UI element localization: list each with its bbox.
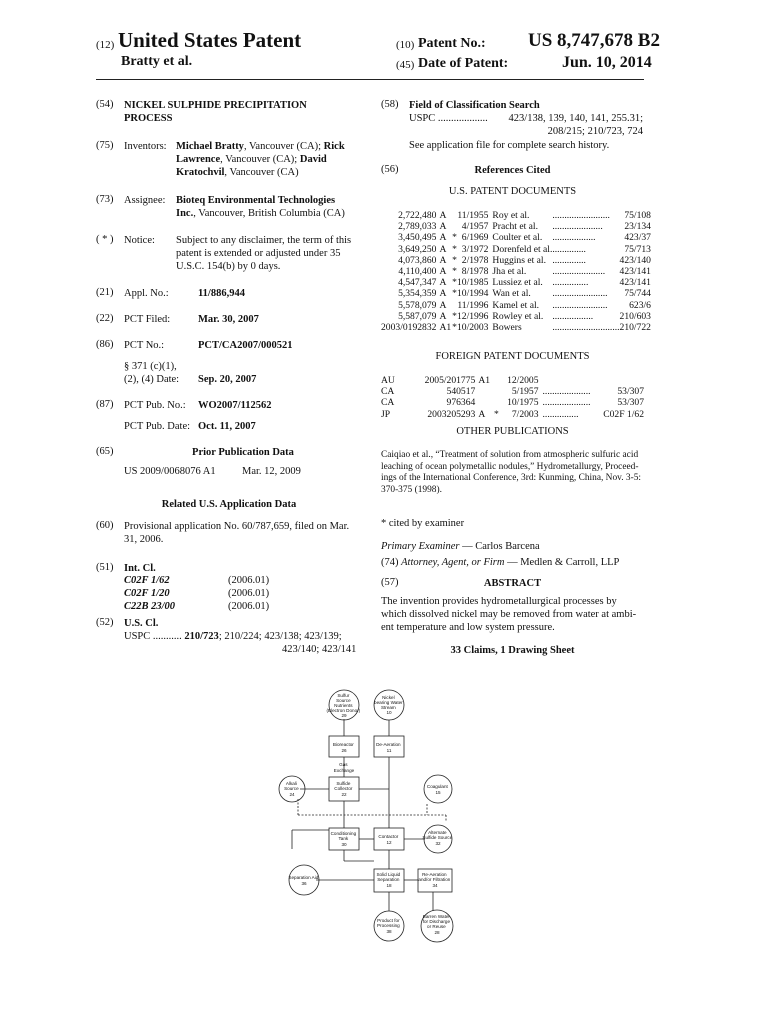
product-label: Product for Processing 38: [376, 918, 400, 934]
int-class-version: (2006.01): [228, 588, 270, 599]
inid-74: (74): [381, 557, 399, 568]
inid-58: (58): [381, 99, 399, 110]
separation-aid-node: [289, 865, 319, 895]
us-doc-star: *: [452, 288, 457, 300]
provisional-app: [124, 520, 349, 546]
foreign-doc-dots: ...............: [542, 408, 579, 420]
us-doc-kind: A: [439, 266, 447, 278]
other-pub-line: Caiqiao et al., “Treatment of solution from atmospheric sulfuric acid: [381, 450, 639, 460]
foreign-doc-cls: [597, 375, 644, 386]
int-class: C02F 1/62: [124, 575, 170, 586]
us-doc-name: Pracht et al.: [492, 221, 538, 233]
assignee-label: Assignee:: [124, 195, 166, 206]
us-doc-row: [381, 311, 651, 322]
uspc-classes: ; 210/224; 423/138; 423/139;: [218, 631, 342, 642]
inid-57: (57): [381, 577, 399, 588]
us-doc-star: *: [452, 232, 457, 244]
patent-office-title: United States Patent: [118, 28, 302, 52]
inventor-name: Lawrence: [176, 154, 221, 165]
foreign-doc-cls: 53/307: [617, 397, 644, 409]
pct-pub-no: WO2007/112562: [198, 400, 272, 411]
us-doc-date: 11/1996: [457, 299, 489, 311]
foreign-doc-date: 10/1975: [507, 397, 539, 409]
us-doc-name: Jha et al.: [492, 266, 527, 278]
us-doc-name: Wan et al.: [492, 288, 531, 300]
us-doc-row: [381, 277, 651, 288]
us-doc-kind: A: [439, 210, 447, 221]
us-doc-kind: A1: [439, 322, 452, 334]
us-doc-num: 3,450,495: [398, 232, 437, 244]
inid-51: (51): [96, 562, 114, 573]
us-doc-num: 2,789,033: [398, 221, 437, 233]
foreign-doc-kind: A1: [478, 375, 491, 386]
other-pubs-heading: OTHER PUBLICATIONS: [456, 426, 569, 437]
us-doc-date: 12/1996: [456, 310, 489, 322]
inventors-label: Inventors:: [124, 141, 167, 152]
foreign-doc-date: 12/2005: [507, 375, 539, 386]
deaeration-label: De-Aeration 11: [376, 742, 401, 753]
us-doc-cls: 75/713: [624, 243, 651, 255]
us-doc-kind: A: [439, 254, 447, 266]
field-dots: ...................: [437, 113, 488, 124]
us-doc-name: Rowley et al.: [492, 310, 544, 322]
us-doc-row: [381, 266, 651, 277]
sulfide-collector-label: Sulfide Collector 22: [334, 781, 353, 797]
us-doc-star: *: [452, 277, 457, 289]
us-doc-dots: .......................: [552, 299, 608, 311]
inid-code-10: (10): [396, 39, 415, 51]
inid-21: (21): [96, 287, 114, 298]
examiner-label: Primary Examiner: [381, 541, 460, 552]
attorney: [381, 556, 619, 569]
us-doc-kind: A: [439, 299, 447, 311]
attorney-label: Attorney, Agent, or Firm: [401, 557, 505, 568]
process-flow-diagram: [270, 676, 480, 996]
patent-no-label: Patent No.:: [418, 36, 486, 51]
us-doc-dots: ............................: [552, 322, 620, 334]
field-class-line: 423/138, 139, 140, 141, 255.31;: [508, 113, 643, 124]
foreign-doc-num: 2005/201775: [424, 375, 476, 386]
foreign-doc-num: 540517: [446, 386, 476, 398]
inventor-name: Michael Bratty: [176, 141, 244, 152]
us-doc-date: 6/1969: [461, 232, 489, 244]
patent-number: US 8,747,678 B2: [528, 30, 660, 51]
notice-label: Notice:: [124, 235, 155, 246]
us-doc-dots: .......................: [552, 288, 608, 300]
inid-56: (56): [381, 164, 399, 175]
foreign-doc-kind: [478, 386, 494, 397]
primary-examiner: [381, 540, 540, 553]
us-doc-kind: A: [439, 243, 447, 255]
header-rule: [96, 79, 644, 80]
us-doc-cls: 423/37: [624, 232, 651, 244]
other-pub-line: ings of the International Conference, 3rd: Kunming, China, Nov. 3-5:: [381, 473, 642, 484]
foreign-doc-num: 2003205293: [427, 408, 476, 420]
int-class: C22B 23/00: [124, 601, 176, 612]
foreign-doc-cc: CA: [381, 386, 395, 398]
foreign-doc-date: 5/1957: [511, 386, 539, 398]
us-doc-cls: 75/108: [624, 210, 651, 221]
inid-75: (75): [96, 140, 114, 151]
us-doc-num: 3,649,250: [398, 243, 437, 255]
coagulant-node: [424, 775, 452, 803]
us-doc-dots: ..............: [552, 254, 586, 266]
contactor-label: Contactor 12: [378, 834, 399, 845]
nickel-water-label: Nickel bearing Water Stream 10: [374, 695, 403, 715]
us-cl-label: U.S. Cl.: [124, 618, 159, 629]
pct-no-label: PCT No.:: [124, 340, 165, 351]
us-doc-kind: A: [439, 221, 447, 233]
us-docs-heading: U.S. PATENT DOCUMENTS: [448, 186, 577, 197]
abstract-line: which dissolved nickel may be removed from water at ambi-: [381, 609, 637, 620]
prior-pub-date: Mar. 12, 2009: [242, 466, 301, 477]
us-doc-dots: ........................: [552, 210, 610, 221]
foreign-doc-dots: [543, 375, 598, 386]
pct-filed: Mar. 30, 2007: [198, 314, 259, 325]
us-doc-dots: ..............: [552, 243, 586, 255]
us-doc-star: *: [452, 243, 457, 255]
title-line-2: PROCESS: [124, 113, 173, 124]
alkali-source-label: Alkali Source 24: [284, 781, 299, 797]
foreign-doc-dots: ....................: [542, 386, 591, 398]
inid-87: (87): [96, 399, 114, 410]
appl-no: 11/886,944: [198, 288, 245, 299]
inventor-location: , Vancouver (CA);: [243, 141, 324, 152]
us-doc-date: 2/1978: [461, 254, 489, 266]
notice-line: Subject to any disclaimer, the term of this: [176, 235, 352, 246]
us-doc-dots: .................: [552, 310, 594, 322]
us-doc-date: 3/1972: [461, 243, 489, 255]
foreign-doc-star: [494, 386, 502, 397]
foreign-doc-row: [381, 386, 644, 397]
int-cl-list: [124, 574, 269, 613]
us-doc-cls: 423/141: [619, 266, 651, 278]
us-doc-cls: 623/6: [629, 299, 651, 311]
us-doc-kind: A: [439, 277, 447, 289]
invention-title: [124, 99, 307, 125]
bioreactor-label: Bioreactor 26: [332, 742, 354, 753]
us-doc-name: Dorenfeld et al.: [492, 243, 553, 255]
us-docs: [381, 210, 651, 333]
s371-date: Sep. 20, 2007: [198, 374, 257, 385]
inventor-location: , Vancouver (CA);: [220, 154, 300, 165]
foreign-doc-kind: [478, 397, 494, 408]
references-heading: References Cited: [474, 165, 551, 176]
inventor-name: David: [299, 154, 327, 165]
us-doc-star: *: [452, 254, 457, 266]
us-doc-name: Coulter et al.: [492, 232, 543, 244]
other-pub-line: leaching of ocean polymetallic nodules,” Hydrometallurgy, Proceed-: [381, 461, 639, 472]
us-doc-star: *: [452, 310, 457, 322]
notice-line: U.S.C. 154(b) by 0 days.: [176, 261, 281, 272]
solid-liquid-label: Solid Liquid Separation 18: [376, 872, 401, 888]
field-search-classes: [509, 112, 643, 138]
us-doc-cls: 210/722: [619, 322, 651, 334]
int-class-version: (2006.01): [228, 601, 270, 612]
inventor-location: , Vancouver (CA): [224, 167, 299, 178]
uspc-main-class: 210/723: [184, 631, 219, 642]
us-doc-date: 10/2003: [456, 322, 489, 334]
abstract-line: The invention provides hydrometallurgical processes by: [381, 596, 617, 607]
foreign-doc-row: [381, 397, 644, 408]
us-doc-num: 2,722,480: [398, 210, 437, 221]
coagulant-label: Coagulant 15: [426, 784, 448, 795]
date-of-patent: Jun. 10, 2014: [562, 54, 652, 71]
inid-73: (73): [96, 194, 114, 205]
uspc-label: USPC: [124, 631, 151, 642]
conditioning-tank-label: Conditioning Tank 30: [330, 831, 357, 847]
us-doc-num: 4,110,400: [398, 266, 437, 278]
foreign-doc-star: [494, 397, 502, 408]
us-doc-num: 4,073,860: [398, 254, 437, 266]
us-doc-star: *: [452, 322, 457, 334]
barren-water-label: Barren Water for Discharge or Reuse 28: [422, 914, 451, 935]
foreign-doc-cls: C02F 1/62: [603, 408, 644, 420]
foreign-doc-date: 7/2003: [511, 408, 539, 420]
us-doc-row: [381, 210, 651, 221]
field-search-heading: Field of Classification Search: [409, 100, 540, 111]
us-doc-date: 10/1994: [456, 288, 489, 300]
separation-aid-label: Separation Aid 36: [288, 875, 319, 886]
us-doc-row: [381, 221, 651, 232]
us-doc-name: Roy et al.: [492, 210, 530, 221]
us-doc-num: 5,354,359: [398, 288, 437, 300]
alternate-sulfide-label: Alternate Sulfide Source 32: [422, 830, 453, 846]
us-doc-kind: A: [439, 310, 447, 322]
us-doc-dots: ..................: [552, 232, 596, 244]
abstract-line: ent temperature and low system pressure.: [381, 622, 555, 633]
abstract-text: [381, 595, 646, 634]
us-docs-table: [381, 210, 651, 334]
us-doc-row: [381, 232, 651, 243]
us-doc-num: 4,547,347: [398, 277, 437, 289]
uspc-line-1: [124, 630, 342, 643]
us-doc-kind: A: [439, 288, 447, 300]
inventor-name: Rick: [323, 141, 345, 152]
uspc-line-2: 423/140; 423/141: [282, 644, 357, 655]
foreign-doc-star: [494, 375, 502, 386]
prior-pub-heading: Prior Publication Data: [192, 447, 294, 458]
foreign-doc-cc: CA: [381, 397, 395, 409]
claims-count: 33 Claims, 1 Drawing Sheet: [450, 645, 575, 656]
other-pub-line: 370-375 (1998).: [381, 484, 442, 495]
foreign-doc-row: [381, 409, 644, 420]
field-search-uspc: [409, 112, 488, 125]
us-doc-cls: 210/603: [619, 310, 651, 322]
us-doc-date: 11/1955: [457, 210, 489, 221]
inid-notice: ( * ): [96, 234, 114, 245]
us-doc-date: 8/1978: [461, 266, 489, 278]
us-doc-dots: ...............: [552, 277, 589, 289]
s371-line: (2), (4) Date:: [124, 374, 180, 385]
inid-60: (60): [96, 520, 114, 531]
s371-label: [124, 360, 179, 386]
inventors-list: [176, 140, 361, 179]
inid-86: (86): [96, 339, 114, 350]
abstract-heading: ABSTRACT: [483, 578, 542, 589]
assignee: [176, 194, 345, 220]
us-doc-dots: .....................: [552, 221, 603, 233]
us-doc-cls: 423/140: [619, 254, 651, 266]
pct-pub-date-label: PCT Pub. Date:: [124, 421, 191, 432]
us-doc-star: *: [452, 266, 457, 278]
appl-no-label: Appl. No.:: [124, 288, 169, 299]
us-doc-num: 5,578,079: [398, 299, 437, 311]
inid-code-12: (12): [96, 39, 115, 51]
inid-65: (65): [96, 446, 114, 457]
foreign-doc-cc: JP: [381, 408, 391, 420]
us-doc-row: [381, 255, 651, 266]
us-doc-row: [381, 300, 651, 311]
us-doc-num: 5,587,079: [398, 310, 437, 322]
foreign-doc-row: [381, 375, 644, 386]
uspc-dots: ...........: [152, 631, 182, 642]
cited-by-examiner: * cited by examiner: [381, 518, 465, 529]
pct-no: PCT/CA2007/000521: [198, 340, 293, 351]
us-doc-name: Bowers: [492, 322, 522, 334]
assignee-location: , Vancouver, British Columbia (CA): [193, 208, 345, 219]
assignee-name-suffix: Inc.: [176, 208, 194, 219]
gas-exchange-label: Gas Exchange: [333, 762, 355, 773]
inid-54: (54): [96, 99, 114, 110]
date-of-patent-label: Date of Patent:: [418, 56, 509, 71]
diagram-connectors: [292, 719, 446, 911]
foreign-doc-cc: AU: [381, 375, 395, 386]
foreign-doc-num: 976364: [446, 397, 476, 409]
us-doc-cls: 423/141: [619, 277, 651, 289]
us-doc-kind: A: [439, 232, 447, 244]
int-cl-label: Int. Cl.: [124, 563, 156, 574]
pct-filed-label: PCT Filed:: [124, 314, 171, 325]
reaeration-label: Re-Aeration and/or Filtration 34: [418, 872, 451, 888]
related-app-heading: Related U.S. Application Data: [161, 499, 297, 510]
us-doc-cls: 23/134: [624, 221, 651, 233]
pct-pub-date: Oct. 11, 2007: [198, 421, 256, 432]
inid-52: (52): [96, 617, 114, 628]
us-doc-date: 4/1957: [461, 221, 489, 233]
assignee-name: Bioteq Environmental Technologies: [176, 195, 336, 206]
inventor-name: Kratochvil: [176, 167, 225, 178]
foreign-docs-table: [381, 375, 644, 420]
notice-line: patent is extended or adjusted under 35: [176, 248, 341, 259]
other-pubs: [381, 450, 641, 496]
us-doc-row: [381, 244, 651, 255]
int-class-version: (2006.01): [228, 575, 270, 586]
provisional-line: 31, 2006.: [124, 534, 164, 545]
contactor-node: [374, 828, 404, 850]
inid-code-45: (45): [396, 59, 415, 71]
us-doc-name: Lussiez et al.: [492, 277, 543, 289]
foreign-docs-heading: FOREIGN PATENT DOCUMENTS: [435, 351, 590, 362]
us-doc-row: [381, 322, 651, 333]
us-doc-num: 2003/0192832: [381, 322, 437, 334]
us-doc-name: Huggins et al.: [492, 254, 546, 266]
provisional-line: Provisional application No. 60/787,659, filed on Mar.: [124, 521, 350, 532]
pct-pub-no-label: PCT Pub. No.:: [124, 400, 186, 411]
us-doc-date: 10/1985: [456, 277, 489, 289]
us-doc-dots: ......................: [552, 266, 606, 278]
sulfur-source-label: Sulfur Source Nutrients (Electron Donor) 29: [326, 693, 361, 718]
examiner-name: — Carlos Barcena: [459, 541, 540, 552]
foreign-doc-kind: A: [478, 408, 486, 420]
inventors-short: Bratty et al.: [121, 54, 193, 69]
us-doc-name: Kamel et al.: [492, 299, 540, 311]
foreign-doc-dots: ....................: [542, 397, 591, 409]
us-doc-row: [381, 288, 651, 299]
foreign-docs: [381, 375, 644, 420]
inid-22: (22): [96, 313, 114, 324]
foreign-doc-star: *: [494, 408, 499, 420]
int-class: C02F 1/20: [124, 588, 170, 599]
field-search-note: See application file for complete search history.: [409, 140, 610, 151]
title-line-1: NICKEL SULPHIDE PRECIPITATION: [124, 100, 307, 111]
attorney-name: — Medlen & Carroll, LLP: [504, 557, 620, 568]
prior-pub-number: US 2009/0068076 A1: [124, 466, 216, 477]
field-class-line: 208/215; 210/723, 724: [547, 126, 643, 137]
us-doc-cls: 75/744: [624, 288, 651, 300]
field-uspc-label: USPC: [409, 113, 436, 124]
foreign-doc-cls: 53/307: [617, 386, 644, 398]
s371-line: § 371 (c)(1),: [124, 361, 177, 372]
notice-text: [176, 234, 351, 273]
